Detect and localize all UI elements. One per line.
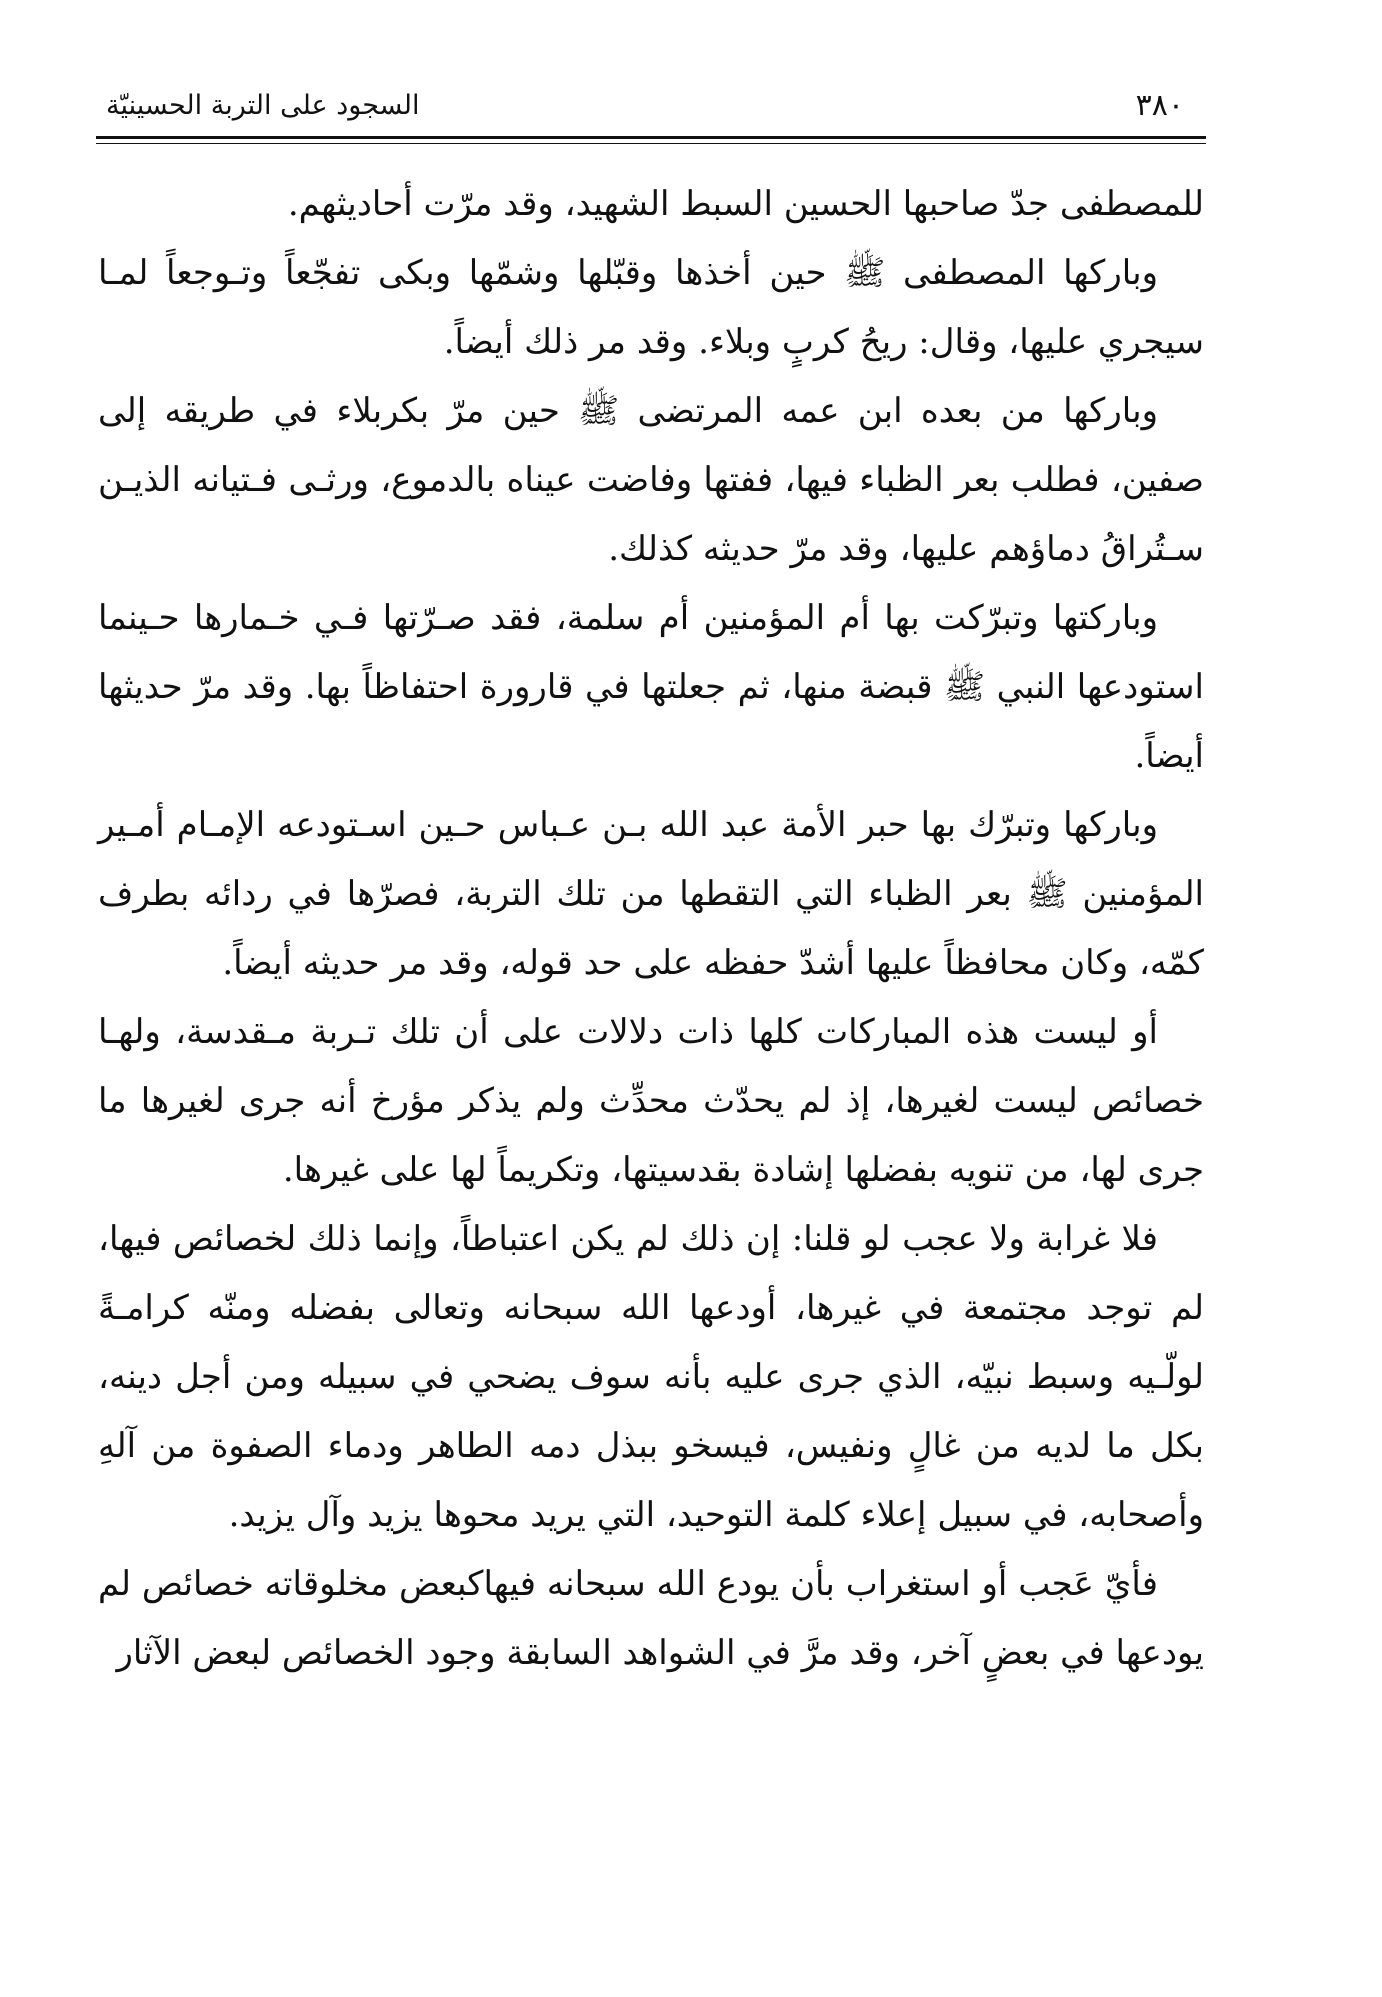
- header-rule-thick: [96, 136, 1206, 139]
- paragraph-1: للمصطفى جدّ صاحبها الحسين السبط الشهيد، وقد مرّت أحاديثهم.: [287, 184, 1204, 224]
- paragraph-8: فأيّ عَجب أو استغراب بأن يودع الله سبحانه فيهاكبعض مخلوقاته خصائص لم يودعها في بعضٍ آخر، وقد مرَّ في الشواهد السابقة وجود الخصائص لبعض الآثار: [98, 1564, 1204, 1673]
- page-header: [96, 82, 1206, 132]
- paragraph-6: أو ليست هذه المباركات كلها ذات دلالات على أن تلك تـربة مـقدسة، ولهـا خصائص ليست لغيرها، إذ لم يحدّث محدِّث ولم يذكر مؤرخ أنه جرى لغيرها ما جرى لها، من تنويه بفضلها إشادة بقدسيتها، وتكريماً لها على غيرها.: [98, 1012, 1204, 1190]
- header-rule-thin: [96, 143, 1206, 144]
- paragraph-5: وباركها وتبرّك بها حبر الأمة عبد الله بـن عـباس حـين اسـتودعه الإمـام أمـير المؤمنين ﷺ بعر الظباء التي التقطها من تلك التربة، فصرّها في ردائه بطرف كمّه، وكان محافظاً عليها أشدّ حفظه على حد قوله، وقد مر حديثه أيضاً.: [98, 805, 1204, 983]
- paragraph-7: فلا غرابة ولا عجب لو قلنا: إن ذلك لم يكن اعتباطاً، وإنما ذلك لخصائص فيها، لم توجد مجتمعة في غيرها، أودعها الله سبحانه وتعالى بفضله ومنّه كرامـةً لولّـيه وسبط نبيّه، الذي جرى عليه بأنه سوف يضحي في سبيله ومن أجل دينه، بكل ما لديه من غالٍ ونفيس، فيسخو ببذل دمه الطاهر ودماء الصفوة من آلهِ وأصحابه، في سبيل إعلاء كلمة التوحيد، التي يريد محوها يزيد وآل يزيد.: [98, 1219, 1204, 1535]
- paragraph-2: وباركها المصطفى ﷺ حين أخذها وقبّلها وشمّها وبكى تفجّعاً وتـوجعاً لمـا سيجري عليها، وقال: ريحُ كربٍ وبلاء. وقد مر ذلك أيضاً.: [98, 253, 1204, 362]
- body-text: [98, 170, 1204, 1688]
- page-number: ٣٨٠: [1135, 88, 1184, 123]
- running-title: السجود على التربة الحسينيّة: [106, 90, 420, 121]
- paragraph-4: وباركتها وتبرّكت بها أم المؤمنين أم سلمة، فقد صـرّتها فـي خـمارها حـينما استودعها النبي ﷺ قبضة منها، ثم جعلتها في قارورة احتفاظاً بها. وقد مرّ حديثها أيضاً.: [98, 598, 1204, 776]
- paragraph-3: وباركها من بعده ابن عمه المرتضى ﷺ حين مرّ بكربلاء في طريقه إلى صفين، فطلب بعر الظباء فيها، ففتها وفاضت عيناه بالدموع، ورثـى فـتيانه الذيـن سـتُراقُ دماؤهم عليها، وقد مرّ حديثه كذلك.: [98, 391, 1204, 569]
